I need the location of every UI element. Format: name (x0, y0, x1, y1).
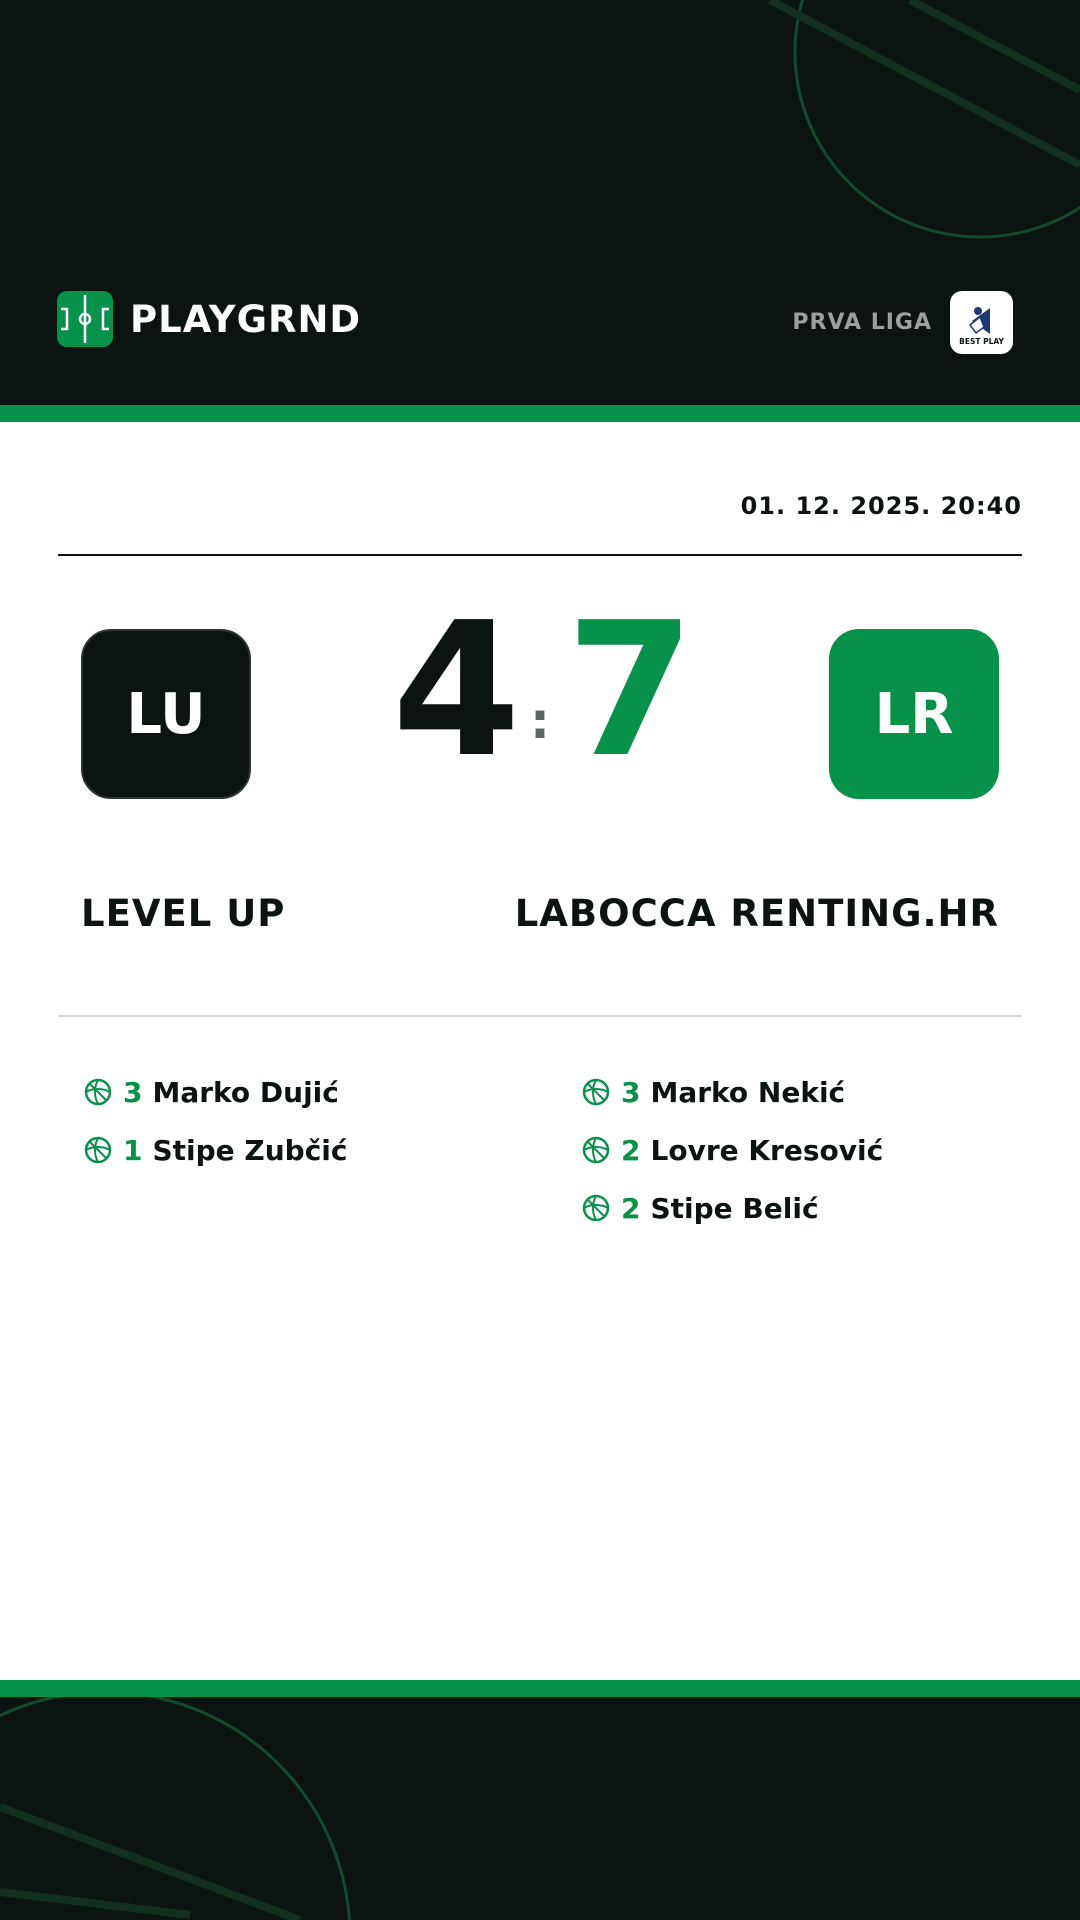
scorer-row (581, 1121, 883, 1179)
scorer-name: Stipe Belić (650, 1191, 819, 1225)
soccer-ball-icon (581, 1193, 611, 1223)
home-scorers-list (83, 1063, 348, 1179)
home-score: 4 (392, 582, 521, 798)
soccer-ball-icon (83, 1135, 113, 1165)
away-score: 7 (566, 582, 695, 798)
away-scorers-list (581, 1063, 883, 1237)
player-logo-icon (970, 307, 990, 334)
soccer-field-icon (57, 291, 113, 347)
league (792, 291, 1013, 354)
brand-name: PLAYGRND (130, 297, 362, 341)
match-datetime: 01. 12. 2025. 20:40 (740, 492, 1022, 520)
header (0, 0, 1080, 405)
divider (58, 1015, 1022, 1017)
brand (57, 291, 361, 347)
home-team-badge: LU (81, 629, 251, 799)
scorer-goals: 3 (621, 1075, 641, 1109)
accent-bar-bottom (0, 1680, 1080, 1697)
accent-bar-top (0, 405, 1080, 422)
scorer-goals: 2 (621, 1191, 641, 1225)
away-team-name: LABOCCA RENTING.HR (514, 892, 999, 935)
league-badge-text: BEST PLAY (959, 337, 1004, 346)
scorer-name: Marko Nekić (650, 1075, 846, 1109)
home-team-name: LEVEL UP (81, 892, 286, 935)
scorer-name: Marko Dujić (152, 1075, 339, 1109)
divider (58, 554, 1022, 556)
scorer-row (83, 1063, 348, 1121)
scorer-goals: 1 (123, 1133, 143, 1167)
league-name: PRVA LIGA (792, 310, 932, 335)
soccer-ball-icon (581, 1077, 611, 1107)
scorer-row (581, 1063, 883, 1121)
scorer-name: Lovre Kresović (650, 1133, 884, 1167)
footer (0, 1697, 1080, 1920)
soccer-ball-icon (581, 1135, 611, 1165)
away-team-badge: LR (829, 629, 999, 799)
scorer-name: Stipe Zubčić (152, 1133, 348, 1167)
soccer-ball-icon (83, 1077, 113, 1107)
scorer-goals: 2 (621, 1133, 641, 1167)
score-separator: : (530, 692, 550, 750)
scorer-row (581, 1179, 883, 1237)
scorer-goals: 3 (123, 1075, 143, 1109)
scorer-row (83, 1121, 348, 1179)
pitch-decoration (0, 1697, 1080, 1920)
league-badge (950, 291, 1013, 354)
